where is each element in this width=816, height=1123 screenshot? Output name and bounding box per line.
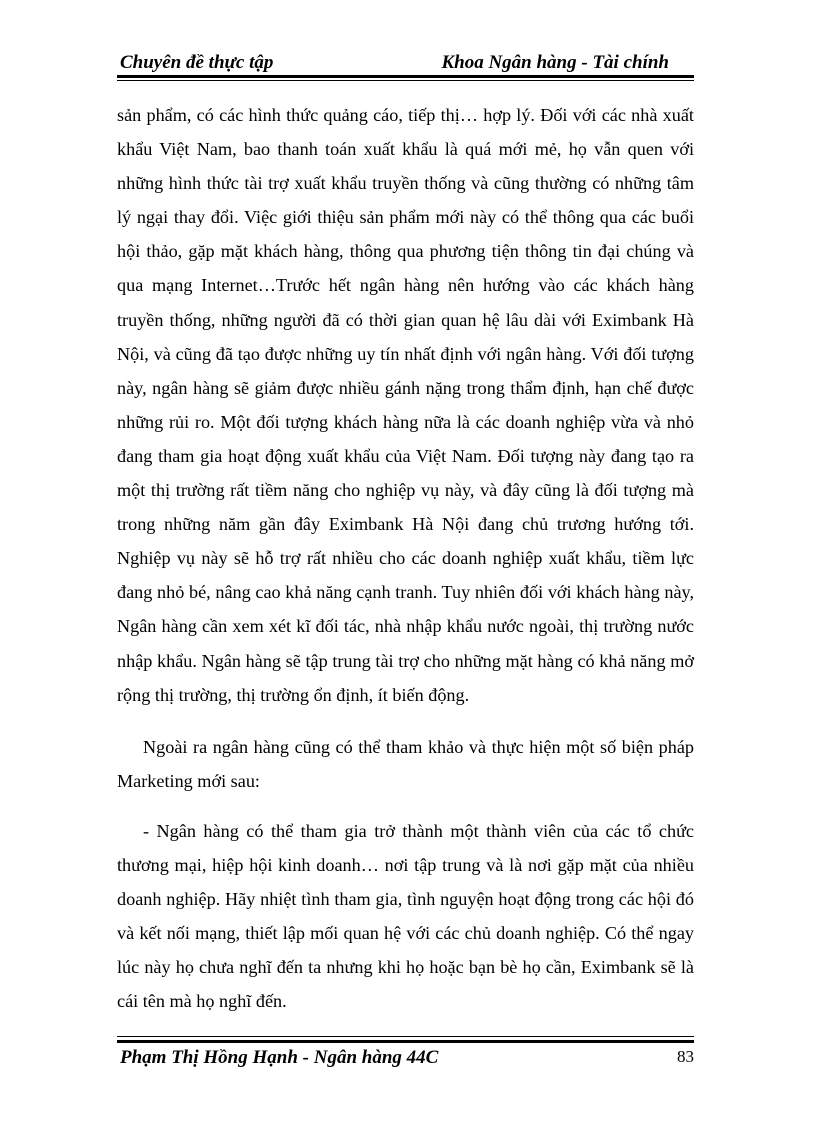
header-rule-thin [117, 80, 694, 81]
page-number: 83 [677, 1047, 694, 1066]
header-document-type: Chuyên đề thực tập [120, 52, 274, 73]
page-body [117, 98, 694, 1018]
footer-rule-thin [117, 1036, 694, 1037]
page-header [117, 50, 694, 76]
body-paragraph-2: Ngoài ra ngân hàng cũng có thể tham khảo và thực hiện một số biện pháp Marketing mới sau: [117, 736, 694, 791]
header-faculty: Khoa Ngân hàng - Tài chính [441, 52, 669, 73]
header-rule-thick [117, 75, 694, 78]
body-paragraph-1: sản phẩm, có các hình thức quảng cáo, tiếp thị… hợp lý. Đối với các nhà xuất khẩu Việt Nam, bao thanh toán xuất khẩu là quá mới mẻ, họ vẫn quen với những hình thức tài trợ xuất khẩu truyền thống và cũng thường có những tâm lý ngại thay đổi. Việc giới thiệu sản phẩm mới này có thể thông qua các buổi hội thảo, gặp mặt khách hàng, thông qua phương tiện thông tin đại chúng và qua mạng Internet…Trước hết ngân hàng nên hướng vào các khách hàng truyền thống, những người đã có thời gian quan hệ lâu dài với Eximbank Hà Nội, và cũng đã tạo được những uy tín nhất định với ngân hàng. Với đối tượng này, ngân hàng sẽ giảm được nhiều gánh nặng trong thẩm định, hạn chế được những rủi ro. Một đối tượng khách hàng nữa là các doanh nghiệp vừa và nhỏ đang tham gia hoạt động xuất khẩu của Việt Nam. Đối tượng này đang tạo ra một thị trường rất tiềm năng cho nghiệp vụ này, và đây cũng là đối tượng mà trong những năm gần đây Eximbank Hà Nội đang chủ trương hướng tới. Nghiệp vụ này sẽ hỗ trợ rất nhiều cho các doanh nghiệp xuất khẩu, tiềm lực đang nhỏ bé, nâng cao khả năng cạnh tranh. Tuy nhiên đối với khách hàng này, Ngân hàng cần xem xét kĩ đối tác, nhà nhập khẩu nước ngoài, thị trường nước nhập khẩu. Ngân hàng sẽ tập trung tài trợ cho những mặt hàng có khả năng mở rộng thị trường, thị trường ổn định, ít biến động. [117, 105, 694, 705]
body-paragraph-3: - Ngân hàng có thể tham gia trở thành một thành viên của các tổ chức thương mại, hiệp hội kinh doanh… nơi tập trung và là nơi gặp mặt của nhiều doanh nghiệp. Hãy nhiệt tình tham gia, tình nguyện hoạt động trong các hội đó và kết nối mạng, thiết lập mối quan hệ với các chủ doanh nghiệp. Có thể ngay lúc này họ chưa nghĩ đến ta nhưng khi họ hoặc bạn bè họ cần, Eximbank sẽ là cái tên mà họ nghĩ đến. [117, 820, 694, 1012]
footer-rule-thick [117, 1040, 694, 1043]
footer-author: Phạm Thị Hồng Hạnh - Ngân hàng 44C [120, 1047, 439, 1068]
page-footer [117, 1047, 694, 1075]
